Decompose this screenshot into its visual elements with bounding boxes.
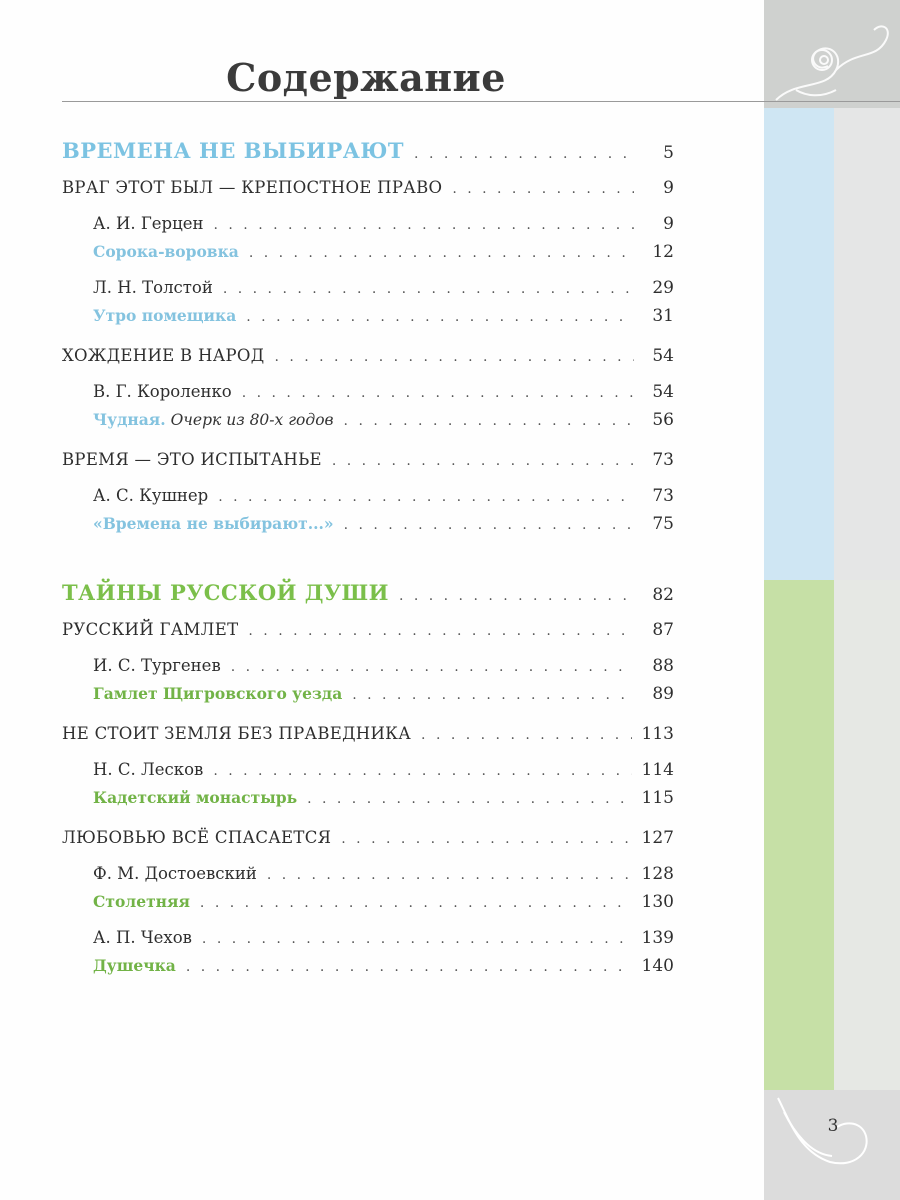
toc-entry-title: Столетняя	[93, 892, 190, 911]
toc-entry-title: ЛЮБОВЬЮ ВСЁ СПАСАЕТСЯ	[62, 828, 332, 847]
dot-leader	[344, 413, 634, 429]
toc-entry-part[interactable]	[62, 580, 674, 610]
dot-leader	[399, 588, 634, 604]
toc-entry-title: Ф. М. Достоевский	[93, 864, 257, 883]
dot-leader	[248, 623, 634, 639]
toc-entry-title: РУССКИЙ ГАМЛЕТ	[62, 620, 239, 639]
toc-entry-work[interactable]	[62, 306, 674, 334]
band-blue-section	[764, 108, 900, 580]
toc-entry-section[interactable]	[62, 620, 674, 648]
toc-entry-title: ВРАГ ЭТОТ БЫЛ — КРЕПОСТНОЕ ПРАВО	[62, 178, 443, 197]
toc-entry-title: А. П. Чехов	[93, 928, 192, 947]
toc-entry-author[interactable]	[62, 760, 674, 788]
toc-entry-title: ВРЕМЕНА НЕ ВЫБИРАЮТ	[62, 138, 405, 163]
toc-entry-title: ВРЕМЯ — ЭТО ИСПЫТАНЬЕ	[62, 450, 322, 469]
dot-leader	[231, 659, 634, 675]
toc-entry-page: 89	[652, 684, 674, 704]
toc-entry-part[interactable]	[62, 138, 674, 168]
dot-leader	[421, 727, 632, 743]
toc-entry-page: 56	[652, 410, 674, 430]
dot-leader	[341, 831, 631, 847]
toc-entry-page: 54	[652, 346, 674, 366]
toc-entry-page: 54	[652, 382, 674, 402]
toc-entry-title: ТАЙНЫ РУССКОЙ ДУШИ	[62, 580, 389, 605]
toc-entry-work[interactable]	[62, 892, 674, 920]
dot-leader	[246, 309, 634, 325]
toc-entry-title: А. И. Герцен	[93, 214, 204, 233]
toc-entry-author[interactable]	[62, 278, 674, 306]
dot-leader	[214, 217, 635, 233]
toc-entry-page: 140	[641, 956, 674, 976]
toc-entry-author[interactable]	[62, 486, 674, 514]
toc-entry-page: 88	[652, 656, 674, 676]
toc-entry-title: И. С. Тургенев	[93, 656, 221, 675]
dot-leader	[267, 867, 632, 883]
toc-entry-page: 73	[652, 486, 674, 506]
toc-entry-page: 5	[663, 143, 674, 163]
dot-leader	[200, 895, 632, 911]
page-number: 3	[827, 1116, 839, 1136]
dot-leader	[249, 245, 634, 261]
toc-entry-title: Кадетский монастырь	[93, 788, 298, 807]
toc-entry-section[interactable]	[62, 828, 674, 856]
dot-leader	[344, 517, 634, 533]
toc-entry-title: Утро помещика	[93, 306, 237, 325]
toc-entry-title: ХОЖДЕНИЕ В НАРОД	[62, 346, 265, 365]
toc-entry-page: 115	[641, 788, 674, 808]
toc-entry-author[interactable]	[62, 382, 674, 410]
toc-entry-page: 128	[641, 864, 674, 884]
table-of-contents	[62, 138, 674, 984]
dot-leader	[202, 931, 632, 947]
toc-entry-page: 9	[663, 214, 674, 234]
dot-leader	[274, 349, 634, 365]
title-divider	[62, 101, 900, 102]
toc-entry-author[interactable]	[62, 928, 674, 956]
dot-leader	[452, 181, 634, 197]
toc-entry-title: Н. С. Лесков	[93, 760, 204, 779]
dot-leader	[218, 489, 634, 505]
toc-entry-page: 82	[652, 585, 674, 605]
dot-leader	[352, 687, 634, 703]
swirl-ornament-icon	[766, 20, 900, 106]
dot-leader	[213, 763, 631, 779]
toc-entry-work[interactable]	[62, 956, 674, 984]
toc-entry-page: 12	[652, 242, 674, 262]
toc-entry-subtitle: Очерк из 80-х годов	[165, 411, 334, 429]
dot-leader	[186, 959, 632, 975]
toc-entry-page: 73	[652, 450, 674, 470]
toc-entry-title: Душечка	[93, 956, 176, 975]
toc-entry-page: 31	[652, 306, 674, 326]
dot-leader	[242, 385, 634, 401]
toc-entry-section[interactable]	[62, 450, 674, 478]
toc-entry-page: 113	[641, 724, 674, 744]
dot-leader	[414, 146, 634, 162]
toc-entry-title-main: Чудная.	[93, 410, 166, 429]
toc-entry-section[interactable]	[62, 724, 674, 752]
toc-entry-author[interactable]	[62, 656, 674, 684]
toc-entry-page: 130	[641, 892, 674, 912]
toc-entry-work[interactable]	[62, 242, 674, 270]
dot-leader	[223, 281, 634, 297]
toc-entry-title: В. Г. Короленко	[93, 382, 232, 401]
toc-entry-page: 9	[663, 178, 674, 198]
band-green-section	[764, 580, 900, 1090]
toc-entry-section[interactable]	[62, 346, 674, 374]
toc-entry-author[interactable]	[62, 214, 674, 242]
dot-leader	[307, 791, 631, 807]
toc-entry-work[interactable]	[62, 514, 674, 542]
dot-leader	[332, 453, 634, 469]
toc-entry-title: Л. Н. Толстой	[93, 278, 213, 297]
toc-entry-title	[62, 410, 334, 429]
toc-entry-author[interactable]	[62, 864, 674, 892]
toc-entry-title: Сорока-воровка	[93, 242, 239, 261]
toc-entry-page: 139	[641, 928, 674, 948]
toc-entry-page: 75	[652, 514, 674, 534]
toc-entry-work[interactable]	[62, 788, 674, 816]
toc-entry-section[interactable]	[62, 178, 674, 206]
toc-entry-work[interactable]	[62, 410, 674, 438]
toc-entry-title: «Времена не выбирают...»	[93, 514, 334, 533]
toc-entry-title: Гамлет Щигровского уезда	[93, 684, 343, 703]
page-title: Содержание	[226, 55, 506, 100]
toc-entry-page: 87	[652, 620, 674, 640]
toc-entry-page: 127	[641, 828, 674, 848]
toc-entry-title: А. С. Кушнер	[93, 486, 209, 505]
toc-entry-page: 29	[652, 278, 674, 298]
toc-entry-work[interactable]	[62, 684, 674, 712]
toc-entry-page: 114	[641, 760, 674, 780]
toc-entry-title: НЕ СТОИТ ЗЕМЛЯ БЕЗ ПРАВЕДНИКА	[62, 724, 412, 743]
